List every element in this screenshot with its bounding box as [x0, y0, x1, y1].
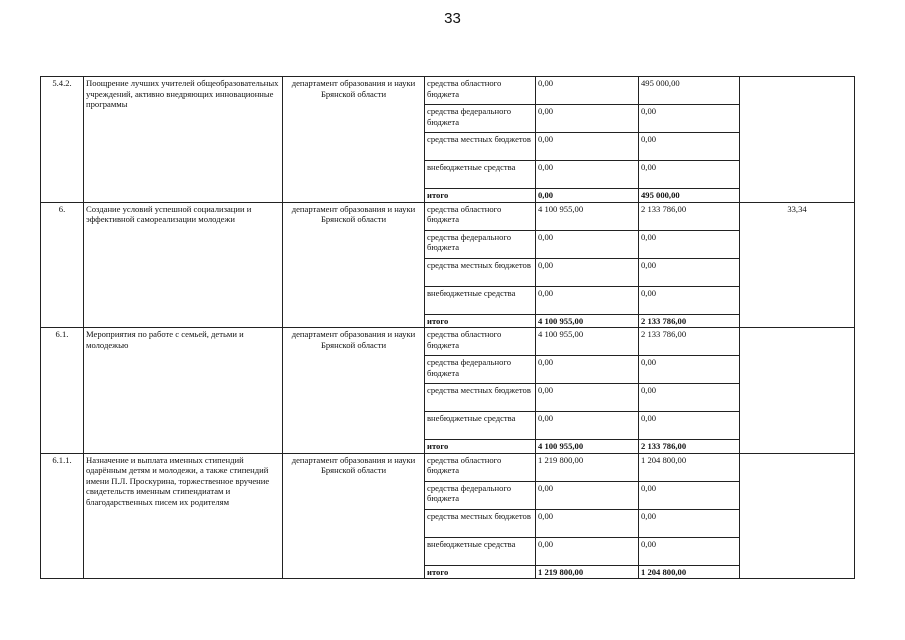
planned-amount: 0,00 [536, 537, 639, 565]
execution-percent [740, 453, 855, 579]
funding-source: средства федерального бюджета [425, 105, 536, 133]
execution-percent: 33,34 [740, 202, 855, 328]
execution-percent [740, 77, 855, 203]
planned-amount: 0,00 [536, 105, 639, 133]
item-name: Поощрение лучших учителей общеобразовательных учреждений, активно внедряющих инновационные программы [84, 77, 283, 203]
planned-amount: 0,00 [536, 133, 639, 161]
total-actual: 2 133 786,00 [639, 440, 740, 454]
funding-source: средства областного бюджета [425, 202, 536, 230]
total-actual: 495 000,00 [639, 189, 740, 203]
actual-amount: 2 133 786,00 [639, 202, 740, 230]
funding-source: внебюджетные средства [425, 286, 536, 314]
funding-source: внебюджетные средства [425, 412, 536, 440]
planned-amount: 0,00 [536, 412, 639, 440]
planned-amount: 0,00 [536, 77, 639, 105]
total-planned: 1 219 800,00 [536, 565, 639, 579]
table-row [41, 77, 855, 105]
planned-amount: 4 100 955,00 [536, 202, 639, 230]
item-department: департамент образования и науки Брянской области [283, 77, 425, 203]
total-planned: 0,00 [536, 189, 639, 203]
planned-amount: 0,00 [536, 286, 639, 314]
planned-amount: 1 219 800,00 [536, 453, 639, 481]
funding-source: средства областного бюджета [425, 77, 536, 105]
total-planned: 4 100 955,00 [536, 314, 639, 328]
planned-amount: 0,00 [536, 230, 639, 258]
actual-amount: 0,00 [639, 412, 740, 440]
page-number: 33 [444, 10, 461, 27]
actual-amount: 0,00 [639, 258, 740, 286]
total-actual: 1 204 800,00 [639, 565, 740, 579]
funding-source: средства областного бюджета [425, 453, 536, 481]
total-planned: 4 100 955,00 [536, 440, 639, 454]
funding-source: средства местных бюджетов [425, 133, 536, 161]
item-department: департамент образования и науки Брянской области [283, 453, 425, 579]
actual-amount: 0,00 [639, 286, 740, 314]
item-number: 6.1.1. [41, 453, 84, 579]
table-row [41, 328, 855, 356]
actual-amount: 0,00 [639, 133, 740, 161]
funding-source: средства федерального бюджета [425, 230, 536, 258]
actual-amount: 0,00 [639, 161, 740, 189]
item-name: Создание условий успешной социализации и эффективной самореализации молодежи [84, 202, 283, 328]
actual-amount: 0,00 [639, 105, 740, 133]
total-label: итого [425, 440, 536, 454]
actual-amount: 0,00 [639, 537, 740, 565]
actual-amount: 0,00 [639, 384, 740, 412]
total-label: итого [425, 314, 536, 328]
funding-source: внебюджетные средства [425, 161, 536, 189]
table-row [41, 202, 855, 230]
planned-amount: 0,00 [536, 384, 639, 412]
actual-amount: 0,00 [639, 481, 740, 509]
budget-table [40, 76, 855, 579]
planned-amount: 0,00 [536, 509, 639, 537]
funding-source: средства федерального бюджета [425, 481, 536, 509]
funding-source: средства федерального бюджета [425, 356, 536, 384]
planned-amount: 0,00 [536, 161, 639, 189]
planned-amount: 0,00 [536, 356, 639, 384]
item-name: Мероприятия по работе с семьей, детьми и молодежью [84, 328, 283, 454]
actual-amount: 0,00 [639, 509, 740, 537]
total-label: итого [425, 565, 536, 579]
actual-amount: 1 204 800,00 [639, 453, 740, 481]
item-name: Назначение и выплата именных стипендий одарённым детям и молодежи, а также стипендий имени П.Л. Проскурина, торжественное вручение свидетельств именным стипендиатам и благодарственных писем их родителям [84, 453, 283, 579]
funding-source: внебюджетные средства [425, 537, 536, 565]
planned-amount: 4 100 955,00 [536, 328, 639, 356]
actual-amount: 495 000,00 [639, 77, 740, 105]
funding-source: средства местных бюджетов [425, 509, 536, 537]
planned-amount: 0,00 [536, 258, 639, 286]
item-number: 5.4.2. [41, 77, 84, 203]
actual-amount: 0,00 [639, 356, 740, 384]
total-label: итого [425, 189, 536, 203]
planned-amount: 0,00 [536, 481, 639, 509]
funding-source: средства местных бюджетов [425, 258, 536, 286]
actual-amount: 0,00 [639, 230, 740, 258]
funding-source: средства областного бюджета [425, 328, 536, 356]
total-actual: 2 133 786,00 [639, 314, 740, 328]
item-department: департамент образования и науки Брянской области [283, 328, 425, 454]
actual-amount: 2 133 786,00 [639, 328, 740, 356]
table-row [41, 453, 855, 481]
execution-percent [740, 328, 855, 454]
item-number: 6.1. [41, 328, 84, 454]
funding-source: средства местных бюджетов [425, 384, 536, 412]
item-number: 6. [41, 202, 84, 328]
item-department: департамент образования и науки Брянской области [283, 202, 425, 328]
